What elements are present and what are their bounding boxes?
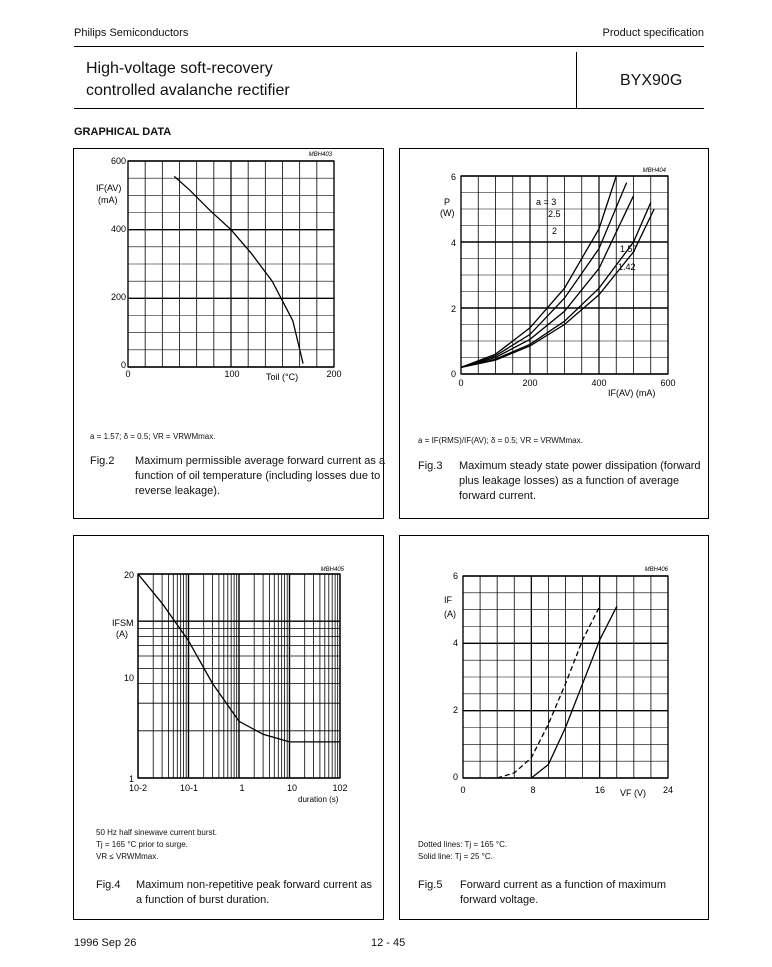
figure-5-panel (399, 535, 709, 920)
title-rule (74, 108, 704, 109)
figure-5-grid (463, 576, 668, 778)
figure-2-grid (128, 161, 334, 367)
curve-label-1-42: 1.42 (618, 262, 636, 272)
y-axis-unit: (A) (444, 609, 456, 619)
x-tick-8: 8 (530, 785, 536, 795)
x-tick-400: 400 (591, 378, 607, 388)
figure-code: MBH403 (308, 152, 332, 158)
x-tick-0: 0 (460, 785, 466, 795)
figure-3-grid (461, 176, 668, 374)
curve-label-1-57: 1.57 (620, 244, 638, 254)
y-tick-10: 10 (123, 673, 134, 683)
company-name: Philips Semiconductors (74, 27, 189, 39)
y-tick-2: 2 (450, 304, 456, 314)
y-tick-0: 0 (450, 369, 456, 379)
condition-line: Dotted lines: Tj = 165 °C. (418, 840, 508, 849)
curve-label-3: a = 3 (536, 197, 557, 207)
y-tick-4: 4 (450, 238, 456, 248)
part-number: BYX90G (620, 72, 683, 89)
y-tick-0: 0 (120, 360, 126, 370)
condition-line: 50 Hz half sinewave current burst. (96, 828, 217, 837)
caption-text: Maximum permissible average forward current as a function of oil temperature (including losses due to reverse leakage). (135, 455, 386, 497)
x-tick-600: 600 (660, 378, 676, 388)
y-tick-400: 400 (110, 224, 126, 234)
footer-page: 12 - 45 (371, 937, 406, 949)
x-axis-label: IF(AV) (mA) (608, 388, 656, 398)
x-tick-200: 200 (522, 378, 538, 388)
y-tick-1: 1 (128, 774, 134, 784)
x-tick-16: 16 (594, 785, 606, 795)
figure-5-conditions (418, 839, 507, 863)
figure-number: Fig.2 (90, 455, 115, 467)
y-tick-6: 6 (450, 172, 456, 182)
series-line (174, 176, 303, 363)
series-line (531, 606, 617, 778)
caption-text: Maximum steady state power dissipation (forward plus leakage losses) as a function of average forward current. (459, 460, 701, 502)
condition-line: a = 1.57; δ = 0.5; VR = VRWMmax. (90, 432, 216, 441)
figure-number: Fig.3 (418, 460, 443, 472)
figure-3-conditions (418, 435, 583, 447)
y-axis-label: P (444, 197, 451, 207)
figure-5-curves (497, 606, 617, 778)
title-divider (576, 52, 577, 108)
x-axis-label: duration (s) (298, 795, 339, 804)
document-type: Product specification (602, 27, 704, 39)
condition-line: VR ≤ VRWMmax. (96, 852, 159, 861)
figure-2-panel (73, 148, 384, 519)
figure-code: MBH405 (320, 567, 344, 573)
figure-code: MBH406 (644, 567, 668, 573)
y-axis-label: IFSM (112, 618, 134, 628)
condition-line: Solid line: Tj = 25 °C. (418, 852, 493, 861)
x-axis-label: VF (V) (620, 788, 646, 798)
figure-4-grid (138, 574, 340, 778)
curve-label-2-5: 2.5 (548, 209, 561, 219)
x-tick-0-1: 10-1 (179, 783, 199, 793)
section-title: GRAPHICAL DATA (74, 126, 172, 138)
y-tick-600: 600 (110, 156, 126, 166)
condition-line: a = IF(RMS)/IF(AV); δ = 0.5; VR = VRWMmax. (418, 436, 583, 445)
y-tick-200: 200 (110, 292, 126, 302)
figure-2-curves (174, 176, 303, 363)
caption-text: Forward current as a function of maximum forward voltage. (460, 879, 667, 906)
figure-4-conditions (96, 827, 217, 863)
y-axis-unit: (A) (116, 629, 128, 639)
x-axis-label: Toil (°C) (266, 372, 299, 382)
y-tick-0: 0 (452, 772, 458, 782)
caption-text: Maximum non-repetitive peak forward current as a function of burst duration. (136, 879, 372, 906)
y-tick-4: 4 (452, 638, 458, 648)
y-axis-unit: (W) (440, 208, 455, 218)
y-tick-2: 2 (452, 705, 458, 715)
x-tick-1: 1 (239, 783, 245, 793)
y-tick-20: 20 (123, 570, 134, 580)
figure-number: Fig.5 (418, 879, 443, 891)
title-line-2: controlled avalanche rectifier (86, 82, 290, 99)
x-tick-100: 102 (332, 783, 348, 793)
x-tick-200: 200 (326, 369, 342, 379)
figure-4-panel (73, 535, 384, 920)
x-tick-0: 0 (125, 369, 131, 379)
x-tick-100: 100 (224, 369, 240, 379)
x-tick-0: 0 (458, 378, 464, 388)
figure-number: Fig.4 (96, 879, 121, 891)
y-axis-unit: (mA) (98, 195, 118, 205)
header-rule (74, 46, 704, 47)
footer-date: 1996 Sep 26 (74, 937, 137, 949)
x-tick-24: 24 (662, 785, 674, 795)
x-tick-0-01: 10-2 (128, 783, 148, 793)
y-axis-label: IF (444, 595, 452, 605)
y-tick-6: 6 (452, 571, 458, 581)
curve-label-2: 2 (552, 226, 558, 236)
condition-line: Tj = 165 °C prior to surge. (96, 840, 188, 849)
y-axis-label: IF(AV) (96, 183, 122, 193)
figure-2-conditions (90, 431, 215, 443)
title-line-1: High-voltage soft-recovery (86, 60, 273, 77)
figure-code: MBH404 (642, 168, 666, 174)
series-line (461, 209, 654, 367)
x-tick-10: 10 (286, 783, 298, 793)
figure-3-panel (399, 148, 709, 519)
